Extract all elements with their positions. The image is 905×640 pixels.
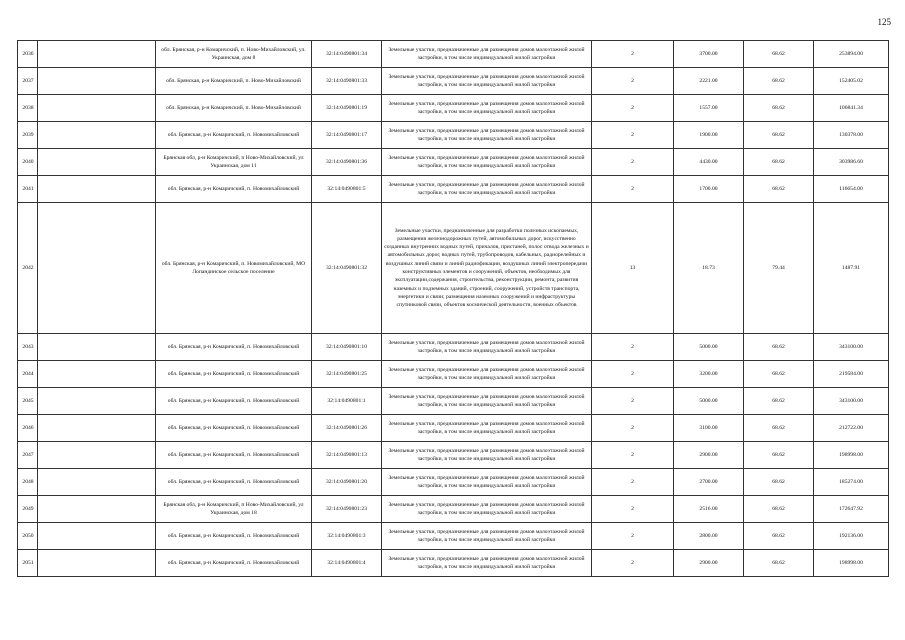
cell-land-use: Земельные участки, предназначенные для размещения домов малоэтажной жилой застройки, в том числе индивидуальной жилой застройки — [382, 176, 592, 203]
cell-address: обл. Брянская, р-н Комаричский, п. Новомихайловский — [156, 523, 312, 550]
cell-blank — [38, 388, 156, 415]
cell-cadastral-value: 1487.91 — [814, 203, 889, 334]
cell-blank — [38, 496, 156, 523]
cell-rate: 68.62 — [744, 550, 814, 577]
table-row — [18, 176, 889, 203]
cell-cadastral-value: 303986.60 — [814, 149, 889, 176]
cell-number: 2050 — [18, 523, 38, 550]
cell-rate: 68.62 — [744, 122, 814, 149]
cell-cadastral-number: 32:14:0490801:1 — [312, 388, 382, 415]
cell-cadastral-number: 32:14:0490801:19 — [312, 95, 382, 122]
cell-land-use: Земельные участки, предназначенные для размещения домов малоэтажной жилой застройки, в том числе индивидуальной жилой застройки — [382, 523, 592, 550]
cell-address: обл. Брянская, р-н Комаричский, п. Новомихайловский — [156, 469, 312, 496]
cell-address: обл. Брянская, р-н Комаричский, п. Новомихайловский — [156, 122, 312, 149]
cell-rate: 68.62 — [744, 176, 814, 203]
cell-group: 2 — [592, 41, 674, 68]
cell-rate: 68.62 — [744, 68, 814, 95]
cell-blank — [38, 41, 156, 68]
cell-land-use: Земельные участки, предназначенные для размещения домов малоэтажной жилой застройки, в том числе индивидуальной жилой застройки — [382, 334, 592, 361]
cell-cadastral-number: 32:14:0490801:13 — [312, 442, 382, 469]
cell-area: 2800.00 — [674, 523, 744, 550]
cell-area: 1900.00 — [674, 122, 744, 149]
cell-blank — [38, 415, 156, 442]
land-registry-table — [17, 40, 889, 577]
cell-address: обл. Брянская, р-н Комаричский, п. Новомихайловский — [156, 361, 312, 388]
cell-land-use: Земельные участки, предназначенные для разработки полезных ископаемых, размещения железнодорожных путей, автомобильных дорог, искусственно созданных внутренних водных путей, причалов, пристаней, полос отвода железных и автомобильных дорог, водных путей, трубопроводов, кабельных, радиорелейных и воздушных линий связи и линий радиофикации, воздушных линий электропередачи конструктивных элементов и сооружений, объектов, необходимых для эксплуатации,содержания, строительства, реконструкции, ремонта, развития наземных и подземных зданий, строений, сооружений, устройств транспорта, энергетики и связи; размещения наземных сооружений и инфраструктуры спутниковой связи, объектов космической деятельности, военных объектов — [382, 203, 592, 334]
cell-cadastral-value: 212722.00 — [814, 415, 889, 442]
cell-group: 2 — [592, 176, 674, 203]
table-row — [18, 496, 889, 523]
cell-cadastral-number: 32:14:0490801:25 — [312, 361, 382, 388]
cell-cadastral-number: 32:14:0490801:34 — [312, 41, 382, 68]
cell-area: 3100.00 — [674, 415, 744, 442]
cell-address: обл. Брянская, р-н Комаричский, п. Новомихайловский — [156, 176, 312, 203]
cell-rate: 68.62 — [744, 388, 814, 415]
cell-land-use: Земельные участки, предназначенные для размещения домов малоэтажной жилой застройки, в том числе индивидуальной жилой застройки — [382, 550, 592, 577]
cell-land-use: Земельные участки, предназначенные для размещения домов малоэтажной жилой застройки, в том числе индивидуальной жилой застройки — [382, 41, 592, 68]
cell-land-use: Земельные участки, предназначенные для размещения домов малоэтажной жилой застройки, в том числе индивидуальной жилой застройки — [382, 122, 592, 149]
cell-land-use: Земельные участки, предназначенные для размещения домов малоэтажной жилой застройки, в том числе индивидуальной жилой застройки — [382, 469, 592, 496]
table-row — [18, 415, 889, 442]
cell-area: 4430.00 — [674, 149, 744, 176]
cell-cadastral-value: 106841.34 — [814, 95, 889, 122]
cell-rate: 68.62 — [744, 496, 814, 523]
cell-cadastral-value: 152405.02 — [814, 68, 889, 95]
table-row — [18, 149, 889, 176]
cell-group: 2 — [592, 334, 674, 361]
table-row — [18, 95, 889, 122]
table-row — [18, 334, 889, 361]
cell-rate: 68.62 — [744, 415, 814, 442]
cell-cadastral-value: 185274.00 — [814, 469, 889, 496]
cell-cadastral-number: 32:14:0490801:32 — [312, 203, 382, 334]
cell-area: 2900.00 — [674, 550, 744, 577]
cell-rate: 68.62 — [744, 469, 814, 496]
cell-address: обл. Брянская, р-н Комаричский, п. Новомихайловский, МО Лопандинское сельское поселение — [156, 203, 312, 334]
cell-blank — [38, 361, 156, 388]
page-number: 125 — [877, 17, 891, 27]
cell-blank — [38, 68, 156, 95]
cell-area: 18.73 — [674, 203, 744, 334]
cell-land-use: Земельные участки, предназначенные для размещения домов малоэтажной жилой застройки, в том числе индивидуальной жилой застройки — [382, 68, 592, 95]
cell-group: 2 — [592, 442, 674, 469]
cell-cadastral-value: 198998.00 — [814, 442, 889, 469]
cell-group: 2 — [592, 361, 674, 388]
cell-blank — [38, 122, 156, 149]
cell-blank — [38, 442, 156, 469]
cell-cadastral-number: 32:14:0490801:33 — [312, 68, 382, 95]
cell-number: 2041 — [18, 176, 38, 203]
cell-group: 2 — [592, 95, 674, 122]
cell-land-use: Земельные участки, предназначенные для размещения домов малоэтажной жилой застройки, в том числе индивидуальной жилой застройки — [382, 442, 592, 469]
cell-rate: 68.62 — [744, 442, 814, 469]
cell-blank — [38, 203, 156, 334]
cell-group: 2 — [592, 388, 674, 415]
cell-group: 2 — [592, 149, 674, 176]
table-row — [18, 361, 889, 388]
table-row — [18, 550, 889, 577]
cell-cadastral-number: 32:14:0490801:17 — [312, 122, 382, 149]
cell-number: 2048 — [18, 469, 38, 496]
cell-rate: 68.62 — [744, 334, 814, 361]
cell-number: 2049 — [18, 496, 38, 523]
cell-area: 3700.00 — [674, 41, 744, 68]
cell-number: 2036 — [18, 41, 38, 68]
cell-rate: 68.62 — [744, 149, 814, 176]
cell-number: 2046 — [18, 415, 38, 442]
cell-address: обл. Брянская, р-н Комаричский, п. Новомихайловский — [156, 442, 312, 469]
cell-address: обл. Брянская, р-н Комаричский, п. Новомихайловский — [156, 415, 312, 442]
cell-number: 2047 — [18, 442, 38, 469]
cell-group: 2 — [592, 469, 674, 496]
cell-number: 2045 — [18, 388, 38, 415]
cell-cadastral-number: 32:14:0490801:36 — [312, 149, 382, 176]
cell-number: 2043 — [18, 334, 38, 361]
cell-cadastral-value: 343100.00 — [814, 334, 889, 361]
cell-cadastral-value: 192136.00 — [814, 523, 889, 550]
cell-address: обл. Брянская, р-н Комаричский, п. Новомихайловский — [156, 388, 312, 415]
cell-group: 2 — [592, 415, 674, 442]
cell-area: 5000.00 — [674, 334, 744, 361]
cell-address: обл. Брянская, р-н Комаричский, п. Ново-Михайловский — [156, 95, 312, 122]
cell-cadastral-value: 219584.00 — [814, 361, 889, 388]
cell-blank — [38, 334, 156, 361]
cell-rate: 68.62 — [744, 95, 814, 122]
table-row — [18, 442, 889, 469]
cell-number: 2037 — [18, 68, 38, 95]
cell-number: 2039 — [18, 122, 38, 149]
cell-address: Брянская обл, р-н Комаричский, п Ново-Михайловский, ул Украинская, дом 18 — [156, 496, 312, 523]
cell-number: 2051 — [18, 550, 38, 577]
cell-number: 2042 — [18, 203, 38, 334]
cell-blank — [38, 469, 156, 496]
cell-cadastral-number: 32:14:0490801:5 — [312, 176, 382, 203]
cell-area: 2221.00 — [674, 68, 744, 95]
cell-land-use: Земельные участки, предназначенные для размещения домов малоэтажной жилой застройки, в том числе индивидуальной жилой застройки — [382, 361, 592, 388]
cell-cadastral-number: 32:14:0490801:20 — [312, 469, 382, 496]
cell-cadastral-value: 253894.00 — [814, 41, 889, 68]
cell-area: 3200.00 — [674, 361, 744, 388]
cell-address: обл. Брянская, р-н Комаричский, п. Новомихайловский — [156, 334, 312, 361]
table-row — [18, 68, 889, 95]
cell-group: 2 — [592, 523, 674, 550]
cell-cadastral-value: 198998.00 — [814, 550, 889, 577]
cell-number: 2038 — [18, 95, 38, 122]
cell-blank — [38, 149, 156, 176]
cell-area: 2900.00 — [674, 442, 744, 469]
cell-land-use: Земельные участки, предназначенные для размещения домов малоэтажной жилой застройки, в том числе индивидуальной жилой застройки — [382, 95, 592, 122]
cell-area: 2700.00 — [674, 469, 744, 496]
cell-blank — [38, 523, 156, 550]
cell-rate: 68.62 — [744, 41, 814, 68]
cell-land-use: Земельные участки, предназначенные для размещения домов малоэтажной жилой застройки, в том числе индивидуальной жилой застройки — [382, 388, 592, 415]
cell-address: обл. Брянская, р-н Комаричский, п. Ново-Михайловский — [156, 68, 312, 95]
cell-group: 13 — [592, 203, 674, 334]
cell-rate: 68.62 — [744, 523, 814, 550]
cell-address: Брянская обл, р-н Комаричский, п Ново-Михайловский, ул Украинская, дом 11 — [156, 149, 312, 176]
cell-blank — [38, 550, 156, 577]
table-row — [18, 41, 889, 68]
cell-land-use: Земельные участки, предназначенные для размещения домов малоэтажной жилой застройки, в том числе индивидуальной жилой застройки — [382, 496, 592, 523]
cell-cadastral-number: 32:14:0490801:10 — [312, 334, 382, 361]
cell-land-use: Земельные участки, предназначенные для размещения домов малоэтажной жилой застройки, в том числе индивидуальной жилой застройки — [382, 149, 592, 176]
cell-cadastral-number: 32:14:0490801:23 — [312, 496, 382, 523]
cell-group: 2 — [592, 550, 674, 577]
cell-cadastral-number: 32:14:0490801:26 — [312, 415, 382, 442]
cell-area: 5000.00 — [674, 388, 744, 415]
cell-group: 2 — [592, 122, 674, 149]
cell-cadastral-number: 32:14:0490801:4 — [312, 550, 382, 577]
cell-blank — [38, 176, 156, 203]
cell-area: 1557.00 — [674, 95, 744, 122]
table-row — [18, 203, 889, 334]
cell-number: 2040 — [18, 149, 38, 176]
cell-group: 2 — [592, 68, 674, 95]
table-row — [18, 469, 889, 496]
cell-cadastral-value: 116654.00 — [814, 176, 889, 203]
cell-address: обл. Брянская, р-н Комаричский, п. Новомихайловский — [156, 550, 312, 577]
cell-cadastral-value: 172647.92 — [814, 496, 889, 523]
table-row — [18, 122, 889, 149]
cell-blank — [38, 95, 156, 122]
cell-address: обл. Брянская, р-н Комаричский, п. Ново-Михайловский, ул. Украинская, дом 8 — [156, 41, 312, 68]
cell-cadastral-value: 343100.00 — [814, 388, 889, 415]
cell-cadastral-value: 130378.00 — [814, 122, 889, 149]
table-row — [18, 523, 889, 550]
table-row — [18, 388, 889, 415]
cell-group: 2 — [592, 496, 674, 523]
cell-area: 1700.00 — [674, 176, 744, 203]
cell-rate: 79.44 — [744, 203, 814, 334]
cell-rate: 68.62 — [744, 361, 814, 388]
cell-number: 2044 — [18, 361, 38, 388]
cell-area: 2516.00 — [674, 496, 744, 523]
cell-cadastral-number: 32:14:0490801:3 — [312, 523, 382, 550]
cell-land-use: Земельные участки, предназначенные для размещения домов малоэтажной жилой застройки, в том числе индивидуальной жилой застройки — [382, 415, 592, 442]
